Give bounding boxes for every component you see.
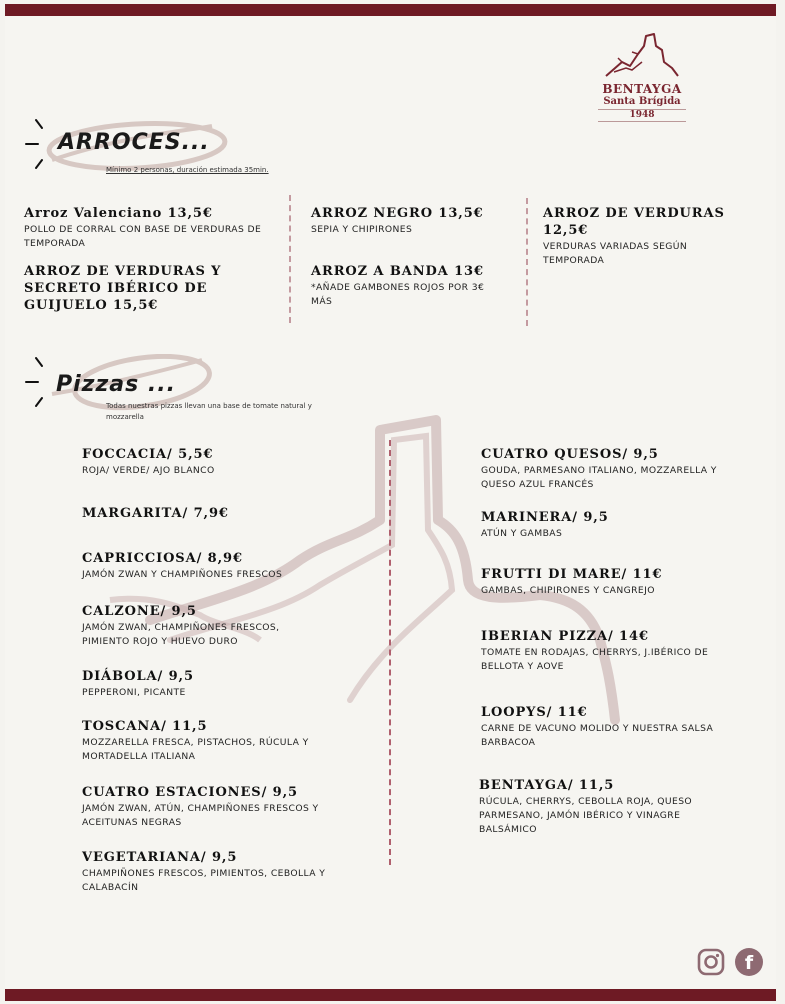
item-description: RÚCULA, CHERRYS, CEBOLLA ROJA, QUESO PARMESANO, JAMÓN IBÉRICO Y VINAGRE BALSÁMICO (479, 796, 693, 835)
menu-item (311, 263, 486, 309)
item-name: CUATRO ESTACIONES/ 9,5 (82, 785, 298, 800)
item-name: FRUTTI DI MARE/ 11€ (481, 567, 663, 582)
item-name: LOOPYS/ 11€ (481, 705, 588, 720)
item-description: GOUDA, PARMESANO ITALIANO, MOZZARELLA Y QUESO AZUL FRANCÉS (481, 465, 717, 490)
instagram-glyph-icon (697, 948, 725, 976)
pizzas-title: Pizzas ... (56, 372, 176, 397)
menu-item (82, 668, 342, 700)
menu-item (543, 205, 775, 268)
item-name: ARROZ NEGRO 13,5€ (311, 206, 484, 221)
item-name: ARROZ A BANDA 13€ (311, 264, 484, 279)
item-description: ATÚN Y GAMBAS (481, 528, 563, 539)
logo-subtitle: Santa Brígida (603, 96, 681, 107)
item-name: ARROZ DE VERDURAS 12,5€ (543, 206, 725, 238)
item-description: *AÑADE GAMBONES ROJOS POR 3€ MÁS (311, 282, 485, 307)
item-name: CALZONE/ 9,5 (82, 604, 197, 619)
item-name: TOSCANA/ 11,5 (82, 719, 208, 734)
pizzas-heading (22, 354, 322, 424)
instagram-icon[interactable] (697, 948, 723, 974)
menu-item (82, 718, 322, 764)
item-description: TOMATE EN RODAJAS, CHERRYS, J.IBÉRICO DE BELLOTA Y AOVE (481, 647, 709, 672)
item-name: VEGETARIANA/ 9,5 (82, 850, 238, 865)
item-name: MARGARITA/ 7,9€ (82, 506, 229, 521)
menu-item (481, 566, 751, 598)
menu-item (82, 603, 322, 649)
item-description: CHAMPIÑONES FRESCOS, PIMIENTOS, CEBOLLA Y CALABACÍN (82, 868, 326, 893)
item-name: Arroz Valenciano 13,5€ (24, 206, 213, 221)
item-description: PEPPERONI, PICANTE (82, 687, 186, 698)
item-name: ARROZ DE VERDURAS Y SECRETO IBÉRICO DE GUIJUELO 15,5€ (24, 264, 222, 313)
menu-item (311, 205, 511, 237)
item-name: DIÁBOLA/ 9,5 (82, 669, 194, 684)
item-name: FOCCACIA/ 5,5€ (82, 447, 214, 462)
item-description: SEPIA Y CHIPIRONES (311, 224, 413, 235)
item-description: JAMÓN ZWAN, CHAMPIÑONES FRESCOS, PIMIENTO ROJO Y HUEVO DURO (82, 622, 280, 647)
menu-item (82, 446, 342, 478)
menu-item (481, 509, 751, 541)
logo-year: 1948 (598, 109, 686, 122)
menu-item (82, 784, 342, 830)
item-name: CUATRO QUESOS/ 9,5 (481, 447, 659, 462)
item-name: BENTAYGA/ 11,5 (479, 778, 615, 793)
item-description: CARNE DE VACUNO MOLIDO Y NUESTRA SALSA BARBACOA (481, 723, 714, 748)
pizzas-note: Todas nuestras pizzas llevan una base de tomate natural y mozzarella (106, 402, 312, 421)
item-description: ROJA/ VERDE/ AJO BLANCO (82, 465, 215, 476)
menu-item (481, 704, 751, 750)
menu-item (481, 628, 751, 674)
item-description: JAMÓN ZWAN, ATÚN, CHAMPIÑONES FRESCOS Y ACEITUNAS NEGRAS (82, 803, 319, 828)
menu-item (24, 205, 284, 251)
bottom-border-bar (5, 989, 776, 1001)
column-divider (389, 440, 391, 865)
item-description: JAMÓN ZWAN Y CHAMPIÑONES FRESCOS (82, 569, 283, 580)
item-description: GAMBAS, CHIPIRONES Y CANGREJO (481, 585, 655, 596)
item-name: MARINERA/ 9,5 (481, 510, 609, 525)
facebook-icon[interactable]: f (735, 948, 763, 976)
menu-item (24, 263, 264, 314)
column-divider (289, 195, 291, 323)
arroces-note: Mínimo 2 personas, duración estimada 35min. (106, 166, 269, 174)
item-description: POLLO DE CORRAL CON BASE DE VERDURAS DE TEMPORADA (24, 224, 262, 249)
item-description: VERDURAS VARIADAS SEGÚN TEMPORADA (543, 241, 688, 266)
item-name: IBERIAN PIZZA/ 14€ (481, 629, 649, 644)
column-divider (526, 198, 528, 326)
mountain-logo-icon (602, 32, 682, 80)
menu-item (479, 777, 729, 837)
menu-item (82, 550, 342, 582)
logo-brand: BENTAYGA (602, 82, 682, 96)
arroces-heading (22, 116, 322, 176)
menu-item (82, 505, 342, 522)
menu-item (82, 849, 342, 895)
bentayga-logo (590, 32, 694, 122)
menu-item (481, 446, 751, 492)
arroces-title: ARROCES... (58, 130, 210, 155)
item-name: CAPRICCIOSA/ 8,9€ (82, 551, 243, 566)
item-description: MOZZARELLA FRESCA, PISTACHOS, RÚCULA Y MORTADELLA ITALIANA (82, 737, 309, 762)
